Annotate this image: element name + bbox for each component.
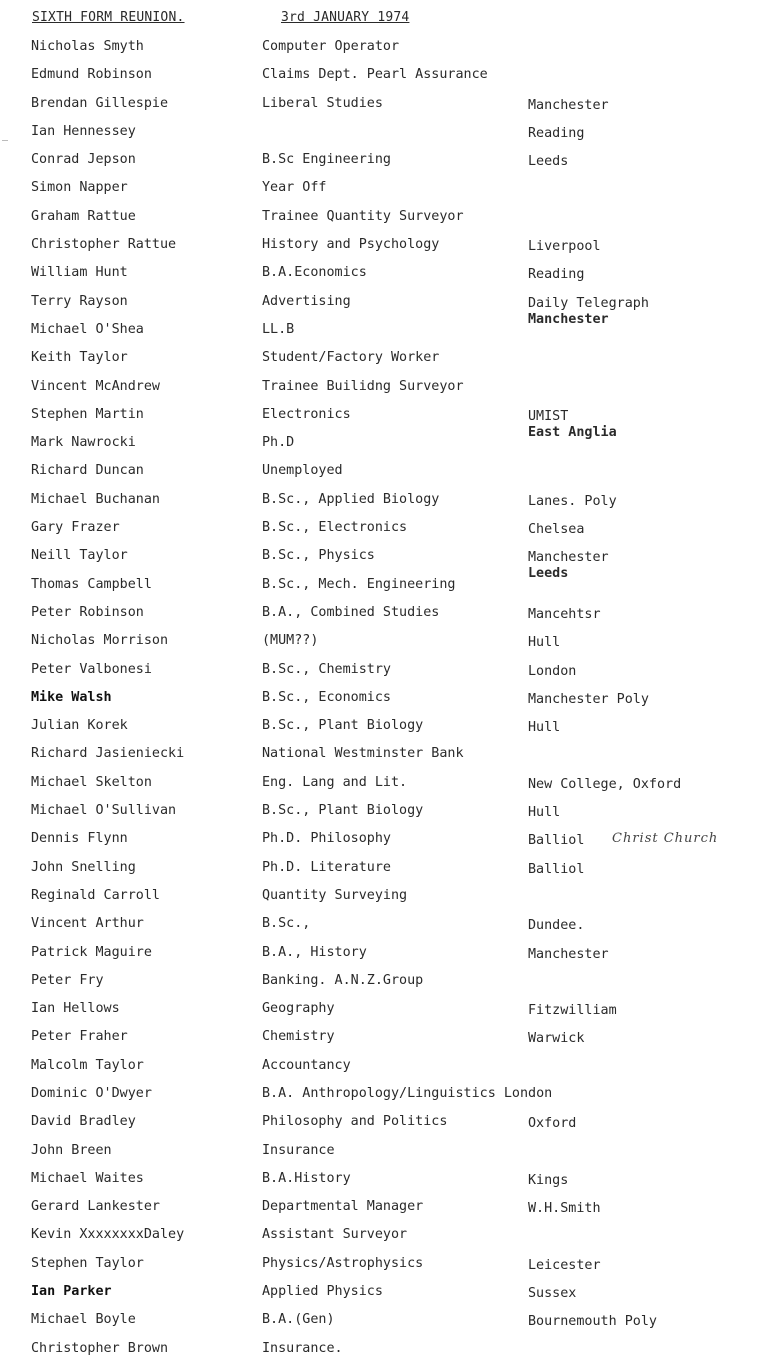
attendee-occupation: Trainee Builidng Surveyor bbox=[262, 378, 464, 394]
list-item bbox=[0, 348, 768, 376]
attendee-place: London bbox=[528, 663, 577, 679]
list-item bbox=[0, 122, 768, 150]
list-item bbox=[0, 971, 768, 999]
attendee-place: New College, Oxford bbox=[528, 776, 682, 792]
attendee-occupation: Trainee Quantity Surveyor bbox=[262, 208, 464, 224]
list-item bbox=[0, 1282, 768, 1310]
attendee-place: Oxford bbox=[528, 1116, 577, 1132]
attendee-place: Balliol bbox=[528, 861, 585, 877]
attendee-name: Nicholas Smyth bbox=[31, 39, 144, 54]
attendee-occupation: Philosophy and Politics bbox=[262, 1114, 448, 1130]
attendee-name: Thomas Campbell bbox=[31, 576, 152, 592]
list-item bbox=[0, 1225, 768, 1253]
attendee-place: Balliol bbox=[528, 833, 585, 849]
attendee-list bbox=[0, 37, 768, 1367]
attendee-place: Hull bbox=[528, 635, 561, 651]
attendee-name: Neill Taylor bbox=[31, 548, 128, 564]
attendee-occupation: Chemistry bbox=[262, 1029, 335, 1045]
list-item bbox=[0, 1027, 768, 1055]
attendee-occupation: Quantity Surveying bbox=[262, 887, 408, 903]
attendee-occupation: Ph.D. Philosophy bbox=[262, 831, 391, 847]
attendee-name: David Bradley bbox=[31, 1114, 136, 1130]
list-item bbox=[0, 1141, 768, 1169]
list-item bbox=[0, 631, 768, 659]
list-item bbox=[0, 1112, 768, 1140]
attendee-occupation: B.Sc., Physics bbox=[262, 548, 375, 564]
reunion-date: 3rd JANUARY 1974 bbox=[281, 10, 410, 25]
attendee-place: Warwick bbox=[528, 1031, 585, 1047]
attendee-place: Manchester bbox=[528, 946, 609, 962]
attendee-occupation: Computer Operator bbox=[262, 39, 400, 54]
attendee-occupation: B.Sc., Plant Biology bbox=[262, 718, 424, 734]
list-item bbox=[0, 688, 768, 716]
list-item bbox=[0, 943, 768, 971]
attendee-name: Stephen Taylor bbox=[31, 1255, 144, 1271]
list-item bbox=[0, 461, 768, 489]
attendee-name: Simon Napper bbox=[31, 180, 128, 196]
attendee-name: Vincent McAndrew bbox=[31, 378, 160, 394]
attendee-occupation: Year Off bbox=[262, 180, 327, 196]
attendee-occupation: Geography bbox=[262, 1001, 335, 1017]
attendee-name: Michael O'Sullivan bbox=[31, 803, 177, 819]
attendee-occupation: National Westminster Bank bbox=[262, 746, 464, 762]
attendee-occupation: Ph.D. Literature bbox=[262, 859, 391, 875]
attendee-place: Chelsea bbox=[528, 522, 585, 538]
list-item bbox=[0, 914, 768, 942]
attendee-place: Manchester bbox=[528, 550, 609, 566]
attendee-occupation: Insurance bbox=[262, 1142, 335, 1158]
attendee-name: Dennis Flynn bbox=[31, 831, 128, 847]
attendee-place-secondary: East Anglia bbox=[528, 424, 617, 440]
list-item bbox=[0, 235, 768, 263]
attendee-occupation: B.A., Combined Studies bbox=[262, 604, 440, 620]
attendee-name: William Hunt bbox=[31, 265, 128, 281]
attendee-occupation: B.Sc., Economics bbox=[262, 689, 391, 705]
attendee-occupation: Eng. Lang and Lit. bbox=[262, 774, 408, 790]
list-item bbox=[0, 660, 768, 688]
attendee-occupation: Physics/Astrophysics bbox=[262, 1255, 424, 1271]
attendee-occupation: B.Sc., Electronics bbox=[262, 520, 408, 536]
attendee-place: Daily Telegraph bbox=[528, 295, 649, 311]
attendee-occupation: Student/Factory Worker bbox=[262, 350, 440, 366]
attendee-occupation: LL.B bbox=[262, 321, 295, 337]
attendee-place: Bournemouth Poly bbox=[528, 1314, 657, 1330]
list-item bbox=[0, 999, 768, 1027]
attendee-place: Mancehtsr bbox=[528, 606, 601, 622]
attendee-place: Lanes. Poly bbox=[528, 493, 617, 509]
list-item bbox=[0, 1339, 768, 1367]
reunion-title: SIXTH FORM REUNION. bbox=[32, 10, 185, 25]
list-item bbox=[0, 65, 768, 93]
attendee-occupation: Accountancy bbox=[262, 1057, 351, 1073]
list-item bbox=[0, 716, 768, 744]
attendee-occupation: B.A.History bbox=[262, 1170, 351, 1186]
list-item bbox=[0, 433, 768, 461]
attendee-name: Peter Robinson bbox=[31, 604, 144, 620]
attendee-place: Kings bbox=[528, 1172, 569, 1188]
attendee-name: Michael O'Shea bbox=[31, 321, 144, 337]
list-item bbox=[0, 37, 768, 65]
attendee-name: Christopher Brown bbox=[31, 1340, 169, 1356]
attendee-name: Michael Skelton bbox=[31, 774, 152, 790]
attendee-name: Michael Boyle bbox=[31, 1312, 136, 1328]
attendee-occupation: Assistant Surveyor bbox=[262, 1227, 408, 1243]
attendee-name: Nicholas Morrison bbox=[31, 633, 169, 649]
attendee-place: Liverpool bbox=[528, 239, 601, 255]
attendee-occupation: Unemployed bbox=[262, 463, 343, 479]
attendee-name: Mark Nawrocki bbox=[31, 435, 136, 451]
attendee-occupation: (MUM??) bbox=[262, 633, 319, 649]
list-item bbox=[0, 377, 768, 405]
attendee-place: Dundee. bbox=[528, 918, 585, 934]
attendee-occupation: B.Sc., Chemistry bbox=[262, 661, 391, 677]
attendee-name: Brendan Gillespie bbox=[31, 95, 169, 111]
attendee-occupation: B.A.Economics bbox=[262, 265, 367, 281]
attendee-name: Graham Rattue bbox=[31, 208, 136, 224]
attendee-name: Christopher Rattue bbox=[31, 237, 177, 253]
attendee-place-secondary: Manchester bbox=[528, 311, 609, 327]
attendee-name: Dominic O'Dwyer bbox=[31, 1085, 152, 1101]
list-item bbox=[0, 94, 768, 122]
list-item bbox=[0, 744, 768, 772]
list-item bbox=[0, 858, 768, 886]
attendee-name: Terry Rayson bbox=[31, 293, 128, 309]
attendee-name: Richard Duncan bbox=[31, 463, 144, 479]
attendee-place: Fitzwilliam bbox=[528, 1003, 617, 1019]
attendee-name: Conrad Jepson bbox=[31, 152, 136, 168]
attendee-occupation: Insurance. bbox=[262, 1340, 343, 1356]
list-item bbox=[0, 1169, 768, 1197]
attendee-place: Reading bbox=[528, 267, 585, 283]
list-item bbox=[0, 178, 768, 206]
attendee-place: Hull bbox=[528, 720, 561, 736]
attendee-occupation: B.Sc., Applied Biology bbox=[262, 491, 440, 507]
list-item bbox=[0, 207, 768, 235]
attendee-name: Ian Hennessey bbox=[31, 123, 136, 139]
list-item bbox=[0, 603, 768, 631]
attendee-occupation: Departmental Manager bbox=[262, 1199, 424, 1215]
attendee-name: Richard Jasieniecki bbox=[31, 746, 185, 762]
attendee-name: Gerard Lankester bbox=[31, 1199, 160, 1215]
attendee-occupation: B.Sc Engineering bbox=[262, 152, 391, 168]
attendee-occupation: Ph.D bbox=[262, 435, 295, 451]
list-item bbox=[0, 518, 768, 546]
list-item bbox=[0, 1197, 768, 1225]
list-item bbox=[0, 801, 768, 829]
attendee-place: Reading bbox=[528, 125, 585, 141]
attendee-occupation: B.Sc., Mech. Engineering bbox=[262, 576, 456, 592]
attendee-name: Gary Frazer bbox=[31, 520, 120, 536]
attendee-occupation: Liberal Studies bbox=[262, 95, 383, 111]
attendee-name: Julian Korek bbox=[31, 718, 128, 734]
list-item bbox=[0, 886, 768, 914]
attendee-occupation: B.A.(Gen) bbox=[262, 1312, 335, 1328]
attendee-name: Michael Waites bbox=[31, 1170, 144, 1186]
attendee-name: Peter Fraher bbox=[31, 1029, 128, 1045]
attendee-name: Malcolm Taylor bbox=[31, 1057, 144, 1073]
attendee-occupation: B.A., History bbox=[262, 944, 367, 960]
list-item bbox=[0, 575, 768, 603]
list-item bbox=[0, 292, 768, 327]
list-item bbox=[0, 1056, 768, 1084]
attendee-occupation: Advertising bbox=[262, 293, 351, 309]
attendee-name: Kevin XxxxxxxxDaley bbox=[31, 1227, 185, 1243]
attendee-name: John Breen bbox=[31, 1142, 112, 1158]
attendee-place-secondary: Leeds bbox=[528, 566, 569, 582]
list-item bbox=[0, 773, 768, 801]
attendee-occupation: Banking. A.N.Z.Group bbox=[262, 972, 424, 988]
attendee-name: Ian Parker bbox=[31, 1284, 112, 1300]
list-item bbox=[0, 263, 768, 291]
list-item bbox=[0, 829, 768, 857]
attendee-name: Reginald Carroll bbox=[31, 887, 160, 903]
list-item bbox=[0, 320, 768, 348]
attendee-occupation: Applied Physics bbox=[262, 1284, 383, 1300]
attendee-place: Leeds bbox=[528, 154, 569, 170]
attendee-place: W.H.Smith bbox=[528, 1201, 601, 1217]
attendee-place: UMIST bbox=[528, 408, 569, 424]
list-item bbox=[0, 405, 768, 440]
attendee-occupation: Claims Dept. Pearl Assurance bbox=[262, 67, 488, 83]
attendee-name: Edmund Robinson bbox=[31, 67, 152, 83]
handwritten-note: Christ Church bbox=[612, 831, 719, 847]
attendee-name: Mike Walsh bbox=[31, 689, 112, 705]
attendee-name: John Snelling bbox=[31, 859, 136, 875]
attendee-name: Vincent Arthur bbox=[31, 916, 144, 932]
document-header bbox=[32, 10, 452, 32]
list-item bbox=[0, 546, 768, 582]
attendee-occupation: B.A. Anthropology/Linguistics London bbox=[262, 1085, 553, 1101]
attendee-place: Manchester Poly bbox=[528, 691, 649, 707]
attendee-occupation: B.Sc., Plant Biology bbox=[262, 803, 424, 819]
list-item bbox=[0, 1310, 768, 1338]
list-item bbox=[0, 150, 768, 178]
attendee-place: Sussex bbox=[528, 1286, 577, 1302]
attendee-place: Manchester bbox=[528, 97, 609, 113]
list-item bbox=[0, 1254, 768, 1282]
list-item bbox=[0, 490, 768, 518]
attendee-name: Stephen Martin bbox=[31, 406, 144, 422]
attendee-place: Hull bbox=[528, 805, 561, 821]
attendee-name: Peter Valbonesi bbox=[31, 661, 152, 677]
attendee-name: Michael Buchanan bbox=[31, 491, 160, 507]
attendee-place: Leicester bbox=[528, 1257, 601, 1273]
attendee-occupation: B.Sc., bbox=[262, 916, 311, 932]
attendee-name: Patrick Maguire bbox=[31, 944, 152, 960]
attendee-occupation: Electronics bbox=[262, 406, 351, 422]
attendee-name: Peter Fry bbox=[31, 972, 104, 988]
attendee-name: Keith Taylor bbox=[31, 350, 128, 366]
attendee-name: Ian Hellows bbox=[31, 1001, 120, 1017]
list-item bbox=[0, 1084, 768, 1112]
attendee-occupation: History and Psychology bbox=[262, 237, 440, 253]
